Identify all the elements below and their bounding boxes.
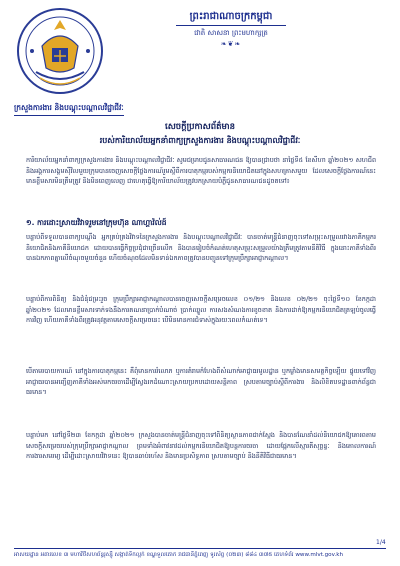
title-line-1: សេចក្តីប្រកាសព័ត៌មាន <box>165 122 235 132</box>
national-heading <box>176 10 286 48</box>
ornament: ❧❦❧ <box>220 40 242 48</box>
page-number: 1/4 <box>376 539 386 546</box>
ministry-emblem-icon <box>14 6 106 96</box>
section-1-paragraph-4: បន្ទាប់មក នៅថ្ងៃទី២៣ ខែកក្កដា ឆ្នាំ២០២១ ក្រសួងបានចាត់មន្ត្រីជំនាញចុះទៅពិនិត្យស្ថានភាពជាក់ស្តែង និងបានណែនាំដល់និយោជកឱ្យគោរពតាមសេចក្តីសម្រេចរបស់ក្រុមប្រឹក្សាអាជ្ញាកណ្តាល ព្រមទាំងអំពាវនាវដល់កម្មករនិយោជិតឱ្យបន្តការចរចា ដោយផ្អែកលើស្មារតីសុច្ឆន្ទៈ និងគោលការណ៍ការងារសមរម្យ ដើម្បីដោះស្រាយវិវាទនេះ ឱ្យបានឆាប់រហ័ស និងមានប្រសិទ្ធភាព ស្របតាមច្បាប់ និងនីតិវិធីជាធរមាន។ <box>26 431 376 460</box>
title-line-2: របស់ការិយាល័យអ្នកនាំពាក្យក្រសួងការងារ និងបណ្តុះបណ្តាលវិជ្ជាជីវៈ <box>99 136 301 145</box>
intro-paragraph: ការិយាល័យអ្នកនាំពាក្យក្រសួងការងារ និងបណ្តុះបណ្តាលវិជ្ជាជីវៈ សូមជម្រាបជូនសាធារណជន ឱ្យបានជ្រាបថា នាថ្ងៃទី៥ ខែសីហា ឆ្នាំ២០២១ សហជីពនិងអង្គការសង្គមស៊ីវិលមួយក្រុមបានចេញសេចក្តីថ្លែងការណ៍រួមស្តីពីការបាតុកម្មរបស់កម្មករនិយោជិតនៅក្នុងសហគ្រាសមួយ ដែលសេចក្តីថ្លែងការណ៍នេះមានខ្លឹមសារមិនត្រឹមត្រូវ និងមិនពេញលេញ ជាហេតុធ្វើឱ្យការិយាល័យត្រូវបកស្រាយបំភ្លឺជូនសាធារណជនដូចតទៅ៖ <box>26 156 376 185</box>
national-motto: ជាតិ សាសនា ព្រះមហាក្សត្រ <box>194 29 268 37</box>
section-1-heading: ១. ការដោះស្រាយវិវាទរួមនៅក្រុមហ៊ុន ណាហ្គាវ៉ល់ដ៍ <box>26 218 167 227</box>
kingdom-name: ព្រះរាជាណាចក្រកម្ពុជា <box>176 10 286 26</box>
ministry-name: ក្រសួងការងារ និងបណ្តុះបណ្តាលវិជ្ជាជីវៈ <box>14 103 124 116</box>
section-1-paragraph-1: បន្ទាប់ពីទទួលបានពាក្យបណ្តឹង អ្នកគ្រប់គ្រងវិវាទនៃក្រសួងការងារ និងបណ្តុះបណ្តាលវិជ្ជាជីវៈ បានចាត់មន្ត្រីជំនាញចុះទៅសម្រុះសម្រួលរវាងភាគីកម្មករនិយោជិតនិងភាគីនិយោជក ដោយបានធ្វើកិច្ចប្រជុំជាច្រើនលើក និងបានរៀបចំកំណត់ហេតុសម្រុះសម្រួលយ៉ាងត្រឹមត្រូវតាមនីតិវិធី ក្នុងនោះភាគីទាំងពីរបានឯកភាពគ្នាលើចំណុចមួយចំនួន ហើយចំណុចដែលមិនទាន់ឯកភាពត្រូវបានបញ្ជូនទៅក្រុមប្រឹក្សាអាជ្ញាកណ្តាល។ <box>26 233 376 262</box>
section-1-paragraph-2: បន្ទាប់ពីការពិនិត្យ និងជំនុំជម្រះរួច ក្រុមប្រឹក្សាអាជ្ញាកណ្តាលបានចេញសេចក្តីសម្រេចលេខ ០១/២១ និងលេខ ០២/២១ ចុះថ្ងៃទី១០ ខែកក្កដា ឆ្នាំ២០២១ ដែលមានខ្លឹមសារទាក់ទងនឹងការគណនាប្រាក់បំណាច់ ប្រាក់ឈ្នួល ការសងសំណងការខូចខាត និងការដាក់ឱ្យកម្មករនិយោជិតត្រឡប់ចូលធ្វើការវិញ ហើយភាគីទាំងពីរត្រូវអនុវត្តតាមសេចក្តីសម្រេចនេះ បើមិនមានការជំទាស់ក្នុងរយៈពេលកំណត់ទេ។ <box>26 295 376 324</box>
footer-divider <box>14 548 386 549</box>
footer-address: អាសយដ្ឋាន អគារលេខ ៣ មហាវិថីសហព័ន្ធរុស្ស៊ី សង្កាត់ទឹកល្អក់ ខណ្ឌទួលគោក រាជធានីភ្នំពេញ ទូរស័ព្ទ (០២៣) ៨៨៤ ៣៧៥ គេហទំព័រ www.mlvt.gov.kh <box>14 552 344 558</box>
section-1-paragraph-3: បើតាមរបាយការណ៍ នៅក្នុងការបាតុកម្មនេះ គឺពុំមានការរំលោភ ឬការគំរាមកំហែងពីសំណាក់អាជ្ញាធរមូលដ្ឋាន ឬកម្លាំងមានសមត្ថកិច្ចឡើយ ផ្ទុយទៅវិញ អាជ្ញាធរបានអញ្ជើញភាគីទាំងអស់មកចរចាដើម្បីស្វែងរកដំណោះស្រាយប្រកបដោយសន្តិភាព ស្របតាមច្បាប់ស្តីពីការងារ និងលិខិតបទដ្ឋានពាក់ព័ន្ធជាធរមាន។ <box>26 367 376 396</box>
document-title <box>80 122 320 146</box>
